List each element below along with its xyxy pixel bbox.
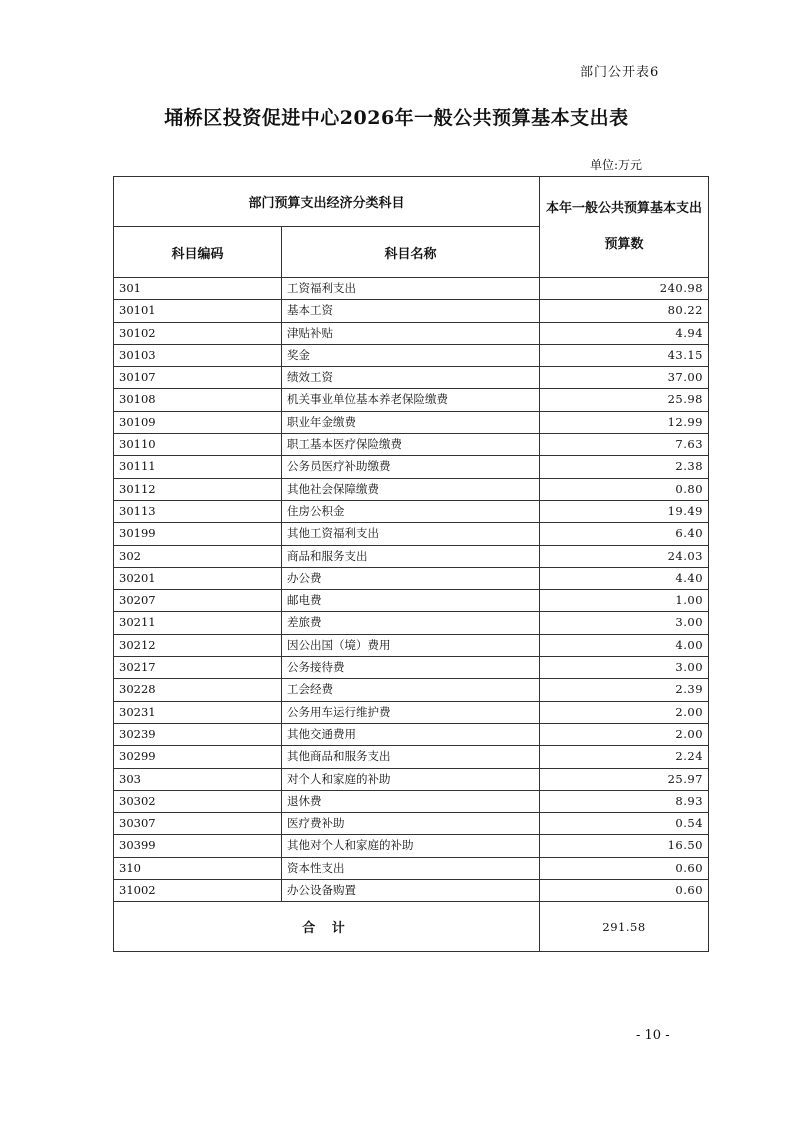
table-row [114,835,709,857]
row-amount: 16.50 [540,835,709,857]
row-name: 邮电费 [282,590,540,612]
table-row [114,545,709,567]
table-row [114,634,709,656]
row-code: 30113 [114,500,282,522]
table-row [114,701,709,723]
row-name: 其他社会保障缴费 [282,478,540,500]
total-row [114,902,709,952]
table-row [114,590,709,612]
row-amount: 0.54 [540,813,709,835]
table-row [114,880,709,902]
row-name: 工资福利支出 [282,278,540,300]
budget-table [113,176,709,952]
row-name: 住房公积金 [282,500,540,522]
row-name: 办公费 [282,567,540,589]
row-code: 30399 [114,835,282,857]
page-number: - 10 - [636,1028,670,1043]
row-amount: 2.39 [540,679,709,701]
row-amount: 2.00 [540,701,709,723]
row-code: 30217 [114,657,282,679]
table-row [114,857,709,879]
table-row [114,500,709,522]
row-name: 其他对个人和家庭的补助 [282,835,540,857]
form-label: 部门公开表6 [580,65,660,80]
row-name: 基本工资 [282,300,540,322]
row-code: 30239 [114,723,282,745]
row-amount: 2.00 [540,723,709,745]
table-row [114,434,709,456]
row-amount: 7.63 [540,434,709,456]
row-amount: 6.40 [540,523,709,545]
row-amount: 2.24 [540,746,709,768]
table-row [114,344,709,366]
table-row [114,278,709,300]
table-row [114,657,709,679]
table-row [114,523,709,545]
row-name: 工会经费 [282,679,540,701]
row-code: 30111 [114,456,282,478]
row-code: 30302 [114,790,282,812]
total-amount: 291.58 [540,902,709,952]
row-name: 公务员医疗补助缴费 [282,456,540,478]
row-amount: 25.98 [540,389,709,411]
row-amount: 25.97 [540,768,709,790]
row-amount: 0.60 [540,880,709,902]
row-code: 30107 [114,367,282,389]
page-title: 埇桥区投资促进中心2026年一般公共预算基本支出表 [164,107,629,129]
row-name: 因公出国（境）费用 [282,634,540,656]
group-header: 部门预算支出经济分类科目 [114,177,540,227]
row-name: 其他工资福利支出 [282,523,540,545]
row-name: 退休费 [282,790,540,812]
row-code: 30199 [114,523,282,545]
row-amount: 12.99 [540,411,709,433]
row-amount: 240.98 [540,278,709,300]
row-code: 30109 [114,411,282,433]
row-code: 30102 [114,322,282,344]
row-amount: 37.00 [540,367,709,389]
row-code: 301 [114,278,282,300]
row-code: 30228 [114,679,282,701]
amount-header: 本年一般公共预算基本支出预算数 [540,177,709,278]
row-code: 30110 [114,434,282,456]
row-amount: 3.00 [540,612,709,634]
table-row [114,723,709,745]
row-name: 职业年金缴费 [282,411,540,433]
row-code: 31002 [114,880,282,902]
row-name: 公务接待费 [282,657,540,679]
row-name: 办公设备购置 [282,880,540,902]
row-code: 30103 [114,344,282,366]
row-name: 医疗费补助 [282,813,540,835]
table-row [114,367,709,389]
table-row [114,790,709,812]
code-header: 科目编码 [114,227,282,278]
table-row [114,679,709,701]
row-code: 30108 [114,389,282,411]
row-amount: 0.80 [540,478,709,500]
row-amount: 4.00 [540,634,709,656]
row-code: 30101 [114,300,282,322]
row-name: 津贴补贴 [282,322,540,344]
row-name: 商品和服务支出 [282,545,540,567]
row-name: 职工基本医疗保险缴费 [282,434,540,456]
table-row [114,768,709,790]
table-row [114,300,709,322]
row-amount: 43.15 [540,344,709,366]
row-amount: 24.03 [540,545,709,567]
table-row [114,813,709,835]
row-name: 对个人和家庭的补助 [282,768,540,790]
table-row [114,411,709,433]
row-code: 303 [114,768,282,790]
row-name: 差旅费 [282,612,540,634]
table-row [114,322,709,344]
table-row [114,746,709,768]
table-row [114,456,709,478]
row-amount: 8.93 [540,790,709,812]
row-amount: 0.60 [540,857,709,879]
unit-label: 单位:万元 [590,158,643,172]
row-code: 30307 [114,813,282,835]
row-code: 30231 [114,701,282,723]
row-amount: 2.38 [540,456,709,478]
row-code: 310 [114,857,282,879]
row-amount: 4.40 [540,567,709,589]
row-amount: 3.00 [540,657,709,679]
table-row [114,567,709,589]
table-row [114,612,709,634]
row-name: 其他交通费用 [282,723,540,745]
row-name: 绩效工资 [282,367,540,389]
table-row [114,478,709,500]
row-name: 机关事业单位基本养老保险缴费 [282,389,540,411]
row-code: 302 [114,545,282,567]
row-code: 30112 [114,478,282,500]
row-amount: 4.94 [540,322,709,344]
row-name: 公务用车运行维护费 [282,701,540,723]
row-code: 30212 [114,634,282,656]
total-label: 合 计 [114,902,540,952]
row-code: 30201 [114,567,282,589]
table-row [114,389,709,411]
row-name: 其他商品和服务支出 [282,746,540,768]
row-code: 30299 [114,746,282,768]
row-name: 奖金 [282,344,540,366]
row-amount: 1.00 [540,590,709,612]
name-header: 科目名称 [282,227,540,278]
row-name: 资本性支出 [282,857,540,879]
row-amount: 80.22 [540,300,709,322]
row-code: 30211 [114,612,282,634]
row-code: 30207 [114,590,282,612]
row-amount: 19.49 [540,500,709,522]
table-body [114,278,709,902]
